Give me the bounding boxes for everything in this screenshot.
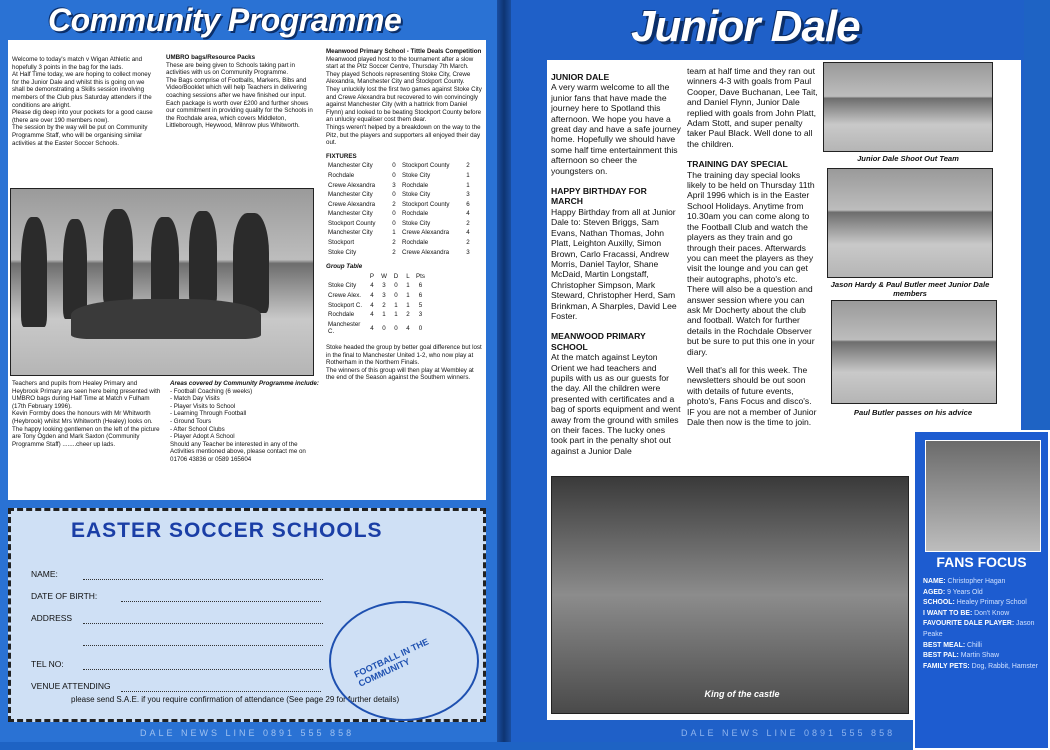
group-cell: 6 [418, 292, 423, 300]
umbro-para: The Bags comprise of Footballs, Markers, Bibs and Video/Booklet which will help Teachers in delivering coaching sessions after we have finished our input. [166, 76, 307, 99]
junior-dale-heading: JUNIOR DALE [551, 72, 610, 82]
venue-field[interactable] [121, 691, 321, 692]
dob-label: DATE OF BIRTH: [31, 591, 98, 601]
area-item: - Match Day Visits [170, 395, 220, 403]
group-cell: 4 [370, 311, 374, 319]
sae-note: please send S.A.E. if you require confirmation of attendance (See page 29 for further details) [71, 695, 400, 704]
fans-focus-list [923, 577, 1045, 672]
fixture-cell: 3 [466, 248, 470, 256]
group-cell: D [393, 272, 399, 280]
right-footer-hotline: DALE NEWS LINE 0891 555 858 [681, 728, 896, 738]
fixture-row [328, 172, 474, 180]
group-cell: 1 [406, 292, 410, 300]
shootout-team-photo [823, 62, 993, 152]
area-item: - Football Coaching (6 weeks) [170, 387, 253, 395]
fixture-cell: Manchester City [328, 162, 373, 170]
group-cell: 1 [394, 311, 398, 319]
group-cell: 0 [394, 324, 398, 332]
meanwood-para: Things weren't helped by a breakdown on the way to the Pitz, but the players and supporters all enjoyed their day out. [326, 123, 481, 147]
intro-para: The session by the way will be put on Community Programme Staff, who will be organising similar activities at the Easter Soccer Schools. [12, 124, 148, 147]
umbro-bags-column [166, 54, 316, 130]
group-cell: Stoke City [328, 282, 357, 290]
group-cell: 4 [406, 324, 410, 332]
umbro-heading: UMBRO bags/Resource Packs [166, 54, 256, 61]
group-cell: 6 [418, 282, 423, 290]
fans-focus-row [923, 619, 1045, 640]
fans-focus-key: FAVOURITE DALE PLAYER: [923, 620, 1017, 628]
dob-field[interactable] [121, 601, 321, 602]
hardy-butler-photo [827, 168, 993, 278]
group-cell: Stockport C. [328, 301, 363, 309]
fixture-cell: 1 [392, 229, 396, 237]
group-cell: 0 [418, 324, 423, 332]
fixture-row [328, 162, 474, 170]
group-cell: Manchester C. [328, 320, 361, 336]
group-cell: W [381, 272, 387, 280]
fixture-row [328, 229, 474, 237]
community-intro-column [12, 56, 158, 147]
fixture-cell: Manchester City [328, 191, 373, 199]
tel-field[interactable] [83, 669, 323, 670]
meanwood-column [326, 48, 482, 382]
fixture-cell: Rochdale [402, 181, 429, 189]
group-cell: 3 [382, 292, 386, 300]
left-footer-hotline: DALE NEWS LINE 0891 555 858 [140, 728, 355, 738]
fixture-cell: Crewe Alexandra [402, 248, 450, 256]
page-spine [497, 0, 511, 742]
castle-caption: King of the castle [704, 689, 780, 699]
group-row [328, 311, 427, 319]
junior-dale-panel [547, 60, 1038, 720]
group-summary: The winners of this group will then play at Wembley at the end of the Season against the Southern winners. [326, 366, 474, 382]
group-cell: L [406, 272, 410, 280]
birthday-text: Happy Birthday from all at Junior Dale to: Steven Briggs, Sam Evans, Nathan Thomas, John Platt, Leighton Auxilly, Simon Brown, Carlo Fracassi, Andrew Morris, Daniel Taylor, Shane McDaid, Martin Longstaff, Christopher Simpson, Mark Steward, Christopher Herd, Sam Brinkman, A Sharples, David Lee Foster. [551, 206, 677, 321]
easter-form-title: EASTER SOCCER SCHOOLS [71, 519, 383, 542]
fixture-row [328, 201, 474, 209]
meanwood-heading: MEANWOOD PRIMARY SCHOOL [551, 331, 646, 352]
fans-focus-value: Christopher Hagan [947, 578, 1006, 585]
junior-dale-column-1 [551, 72, 681, 456]
areas-covered-column [170, 380, 320, 464]
fixture-cell: Manchester City [328, 229, 373, 237]
fixture-cell: Stockport County [402, 200, 450, 208]
group-cell: 5 [418, 301, 423, 309]
fixture-cell: 4 [466, 210, 470, 218]
fixture-cell: Rochdale [328, 171, 355, 179]
area-item: - Player Visits to School [170, 402, 236, 410]
intro-para: Please dig deep into your pockets for a good cause (there are over 190 members now). [12, 109, 153, 124]
group-summary: Stoke headed the group by better goal difference but lost in the final to Manchester United 1-2, who now play at Rotherham in the Northern Finals. [326, 344, 482, 367]
fixture-cell: 2 [466, 162, 470, 170]
meanwood-para: They played Schools representing Stoke City, Crewe Alexandra, Manchester City and Stockport County. [326, 70, 471, 86]
meanwood-text: At the match against Leyton Orient we had teachers and pupils with us as our guests for the day. All the children were presented with certificates and a bag of sports equipment and went away from the ground with smiles on their faces. The lucky ones took part in the penalty shot out against a Junior Dale [551, 352, 681, 456]
fans-focus-row [923, 588, 1045, 599]
shootout-text: team at half time and they ran out winners 4-3 with goals from Paul Cooper, Dave Buchanan, Lee Tait, and Daniel Flynn, Junior Dale replied with goals from John Platt, Adam Stott, and super penalty taker Paul Black. Well done to all the children. [687, 66, 818, 149]
group-cell: 1 [406, 282, 410, 290]
group-cell: 4 [370, 282, 374, 290]
caption-para: The happy looking gentlemen on the left of the picture are Tony Ogden and Mark Saxton (Community Programme Staff) ........cheer up lads. [12, 425, 160, 448]
meanwood-heading: Meanwood Primary School - Tittle Deals Competition [326, 48, 482, 55]
group-cell: Rochdale [328, 311, 355, 319]
fixture-cell: 0 [392, 162, 396, 170]
group-cell: 2 [382, 301, 386, 309]
fans-focus-key: BEST MEAL: [923, 641, 968, 649]
fixture-cell: Stoke City [402, 171, 431, 179]
fixtures-table [326, 160, 476, 258]
fixture-row [328, 210, 474, 218]
page-title-junior-dale: Junior Dale [631, 2, 860, 51]
fixture-cell: Stoke City [328, 248, 357, 256]
meanwood-para: They unluckily lost the first two games against Stoke City and Crewe Alexandra but recovered to win convincingly against Manchester City (with a hattrick from Daniel Flynn) and looked to be beating Stockport County before an unlucky equaliser cost them dear. [326, 85, 482, 124]
group-cell: 0 [394, 282, 398, 290]
group-cell: 1 [394, 301, 398, 309]
group-cell: 1 [382, 311, 386, 319]
fans-focus-value: Don't Know [974, 609, 1010, 617]
fans-focus-key: SCHOOL: [923, 599, 957, 607]
closing-text: Well that's all for this week. The newsletters should be out soon with details of future events, photo's, Fans Focus and disco's. IF you are not a member of Junior Dale then now is the time to join. [687, 364, 817, 427]
birthday-heading: HAPPY BIRTHDAY FOR MARCH [551, 186, 647, 207]
community-article-panel [8, 40, 486, 500]
group-cell [328, 273, 366, 281]
fixture-row [328, 191, 474, 199]
fixture-cell: 4 [466, 229, 470, 237]
group-cell: 4 [370, 324, 374, 332]
fixture-cell: 2 [466, 219, 470, 227]
easter-soccer-schools-form [8, 508, 486, 722]
fixture-cell: Stoke City [402, 191, 431, 199]
fans-focus-key: NAME: [923, 578, 948, 585]
umbro-para: These are being given to Schools taking part in activities with us on Community Programme. [166, 61, 295, 77]
intro-para: At Half Time today, we are hoping to collect money for the Junior Dale and whilst this is going on we shall be demonstrating a Skills session involving members of the Club plus Saturday attenders if the conditions are alright. [12, 71, 152, 109]
left-page [0, 0, 500, 742]
page-title-community-programme: Community Programme [48, 2, 402, 38]
areas-list [170, 388, 320, 441]
fixture-row [328, 220, 474, 228]
fans-focus-row [923, 651, 1045, 662]
butler-advice-photo [831, 300, 997, 404]
area-item: - After School Clubs [170, 425, 225, 433]
fixture-cell: 2 [392, 248, 396, 256]
fixture-cell: Rochdale [402, 239, 429, 247]
intro-para: Welcome to today's match v Wigan Athletic and hopefully 3 points in the bag for the lads. [12, 56, 143, 71]
stamp-text: FOOTBALL IN THE COMMUNITY [352, 636, 431, 689]
fixture-cell: 2 [466, 239, 470, 247]
group-row [328, 302, 427, 310]
fixture-cell: Crewe Alexandra [402, 229, 450, 237]
group-row [328, 292, 427, 300]
fixture-row [328, 182, 474, 190]
fans-focus-row [923, 598, 1045, 609]
fixture-cell: 3 [392, 181, 396, 189]
fixture-cell: 3 [466, 191, 470, 199]
fixture-cell: Stockport [328, 239, 355, 247]
group-cell: P [369, 272, 375, 280]
fixture-cell: Stockport County [402, 162, 450, 170]
address-field-2[interactable] [83, 645, 323, 646]
fixture-cell: Rochdale [402, 210, 429, 218]
name-label: NAME: [31, 569, 58, 579]
fixture-cell: 1 [466, 181, 470, 189]
area-item: - Learning Through Football [170, 410, 247, 418]
fans-focus-row [923, 577, 1045, 588]
fixture-cell: 1 [466, 171, 470, 179]
shootout-caption: Junior Dale Shoot Out Team [857, 154, 959, 163]
fans-focus-value: Jason Peake [923, 620, 1035, 638]
fans-focus-key: BEST PAL: [923, 652, 961, 660]
fixture-cell: 6 [466, 200, 470, 208]
fans-focus-key: AGED: [923, 588, 948, 596]
caption-para: Teachers and pupils from Healey Primary and Heybrook Primary are seen here being presented with UMBRO bags during Half Time at Match v Fulham (17th February 1996). [12, 380, 161, 410]
fixture-cell: 0 [392, 191, 396, 199]
group-cell: 1 [406, 301, 410, 309]
group-table [326, 271, 429, 338]
fixture-cell: Stoke City [402, 219, 431, 227]
areas-contact: Should any Teacher be interested in any of the Activities mentioned above, please contact me on 01706 43836 or 0589 165604 [170, 440, 306, 463]
group-cell: Crewe Alex. [328, 292, 362, 300]
fans-focus-key: I WANT TO BE: [923, 609, 975, 617]
tel-label: TEL NO: [31, 659, 64, 669]
fans-focus-title: FANS FOCUS [936, 554, 1027, 570]
fans-focus-row [923, 609, 1045, 620]
group-cell: 2 [406, 311, 410, 319]
group-cell: Pts [416, 272, 425, 280]
fans-focus-value: Healey Primary School [956, 599, 1027, 607]
umbro-presentation-photo [10, 188, 314, 376]
training-heading: TRAINING DAY SPECIAL [687, 159, 788, 170]
fixture-cell: Manchester City [328, 210, 373, 218]
areas-heading: Areas covered by Community Programme include: [170, 380, 319, 387]
training-text: The training day special looks likely to be held on Thursday 11th April 1996 which is in the Easter School Holidays. Anytime from 10.30am you can come along to the Football Club and watch the players as they train and go through their paces. Afterwards you can meet the players as they visit the lounge and you can get their autographs, photo's etc. There will also be a question and answer session where you can ask Mr Docherty about the club and football. Watch for further details in the Rochdale Observer but be sure to put this one in your diary. [687, 169, 815, 357]
junior-dale-column-2 [687, 66, 819, 427]
fans-focus-photo [925, 440, 1041, 552]
group-row [328, 321, 427, 336]
group-cell: 0 [394, 292, 398, 300]
fixture-cell: 2 [392, 239, 396, 247]
fixture-cell: 0 [392, 219, 396, 227]
address-label: ADDRESS [31, 613, 73, 623]
area-item: - Player Adopt A School [170, 433, 235, 441]
butler-caption: Paul Butler passes on his advice [853, 408, 973, 417]
venue-label: VENUE ATTENDING [31, 681, 111, 691]
fixture-cell: Stockport County [328, 219, 376, 227]
fans-focus-value: 9 Years Old [947, 588, 983, 596]
group-cell: 3 [418, 311, 423, 319]
junior-dale-welcome: A very warm welcome to all the junior fans that have made the journey here to Spotland this afternoon. We hope you have a great day and have a safe journey home. Hopefully we should have some half time entertainment this afternoon so cheer the youngsters on. [551, 82, 681, 176]
right-page [511, 0, 1038, 742]
fans-focus-box [913, 430, 1050, 750]
fans-focus-row [923, 662, 1045, 673]
photo-caption-column [12, 380, 162, 448]
caption-para: Kevin Formby does the honours with Mr Whitworth (Heybrook) whilst Mrs Whitworth (Healey) looks on. [12, 410, 153, 425]
king-of-the-castle-photo [551, 476, 909, 714]
fixture-cell: Crewe Alexandra [328, 200, 376, 208]
group-cell: 4 [370, 301, 374, 309]
address-field-1[interactable] [83, 623, 323, 624]
meanwood-para: Meanwood played host to the tournament after a slow start at the Pitz Soccer Centre, Thursday 7th March. [326, 55, 474, 71]
fixture-cell: 0 [392, 171, 396, 179]
fans-focus-key: FAMILY PETS: [923, 662, 972, 670]
fixture-row [328, 239, 474, 247]
group-cell: 4 [370, 292, 374, 300]
area-item: - Ground Tours [170, 417, 212, 425]
umbro-para: Each package is worth over £200 and further shows our commitment in providing quality for the Schools in the Rochdale area, which covers Middleton, Littleborough, Heywood, Milnrow plus Whitworth. [166, 99, 313, 130]
group-cell: 3 [382, 282, 386, 290]
fans-focus-row [923, 641, 1045, 652]
fixtures-heading: FIXTURES [326, 152, 357, 160]
group-row [328, 282, 427, 290]
group-table-heading: Group Table [326, 263, 363, 271]
fixture-cell: 0 [392, 210, 396, 218]
fixture-row [328, 249, 474, 257]
hardy-caption: Jason Hardy & Paul Butler meet Junior Dale members [830, 280, 990, 298]
fans-focus-value: Dog, Rabbit, Hamster [971, 662, 1038, 670]
fixture-cell: 2 [392, 200, 396, 208]
football-in-the-community-stamp [329, 601, 479, 721]
fixture-cell: Crewe Alexandra [328, 181, 376, 189]
group-cell: 0 [382, 324, 386, 332]
fans-focus-value: Chilli [967, 641, 982, 649]
name-field[interactable] [83, 579, 323, 580]
fans-focus-value: Martin Shaw [960, 652, 1000, 660]
group-row [328, 273, 427, 281]
